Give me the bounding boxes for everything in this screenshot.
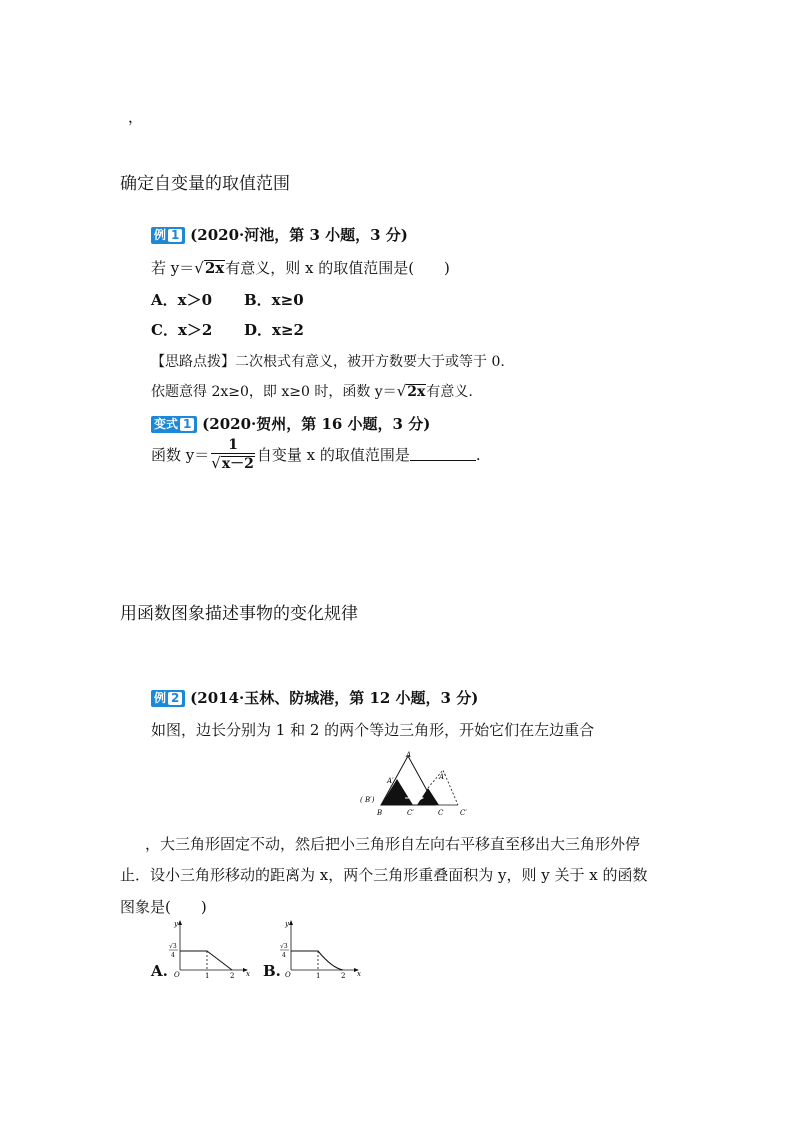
svg-text:2: 2 bbox=[230, 972, 235, 980]
label-C: C bbox=[438, 809, 444, 817]
fraction: $\frac{1}{√x-2}$ bbox=[211, 437, 254, 472]
svg-text:2: 2 bbox=[341, 972, 346, 980]
stray-comma: ， bbox=[128, 108, 144, 126]
example1-option-b: B．x≥0 bbox=[244, 291, 304, 309]
label-A2: A′ bbox=[439, 773, 446, 781]
example2-header bbox=[151, 687, 478, 708]
graph-a-label: A. bbox=[151, 962, 168, 980]
example-tag: 例 1 bbox=[151, 227, 185, 244]
radicand: 2x bbox=[204, 259, 225, 277]
graph-b-label: B. bbox=[263, 962, 281, 980]
svg-text:y: y bbox=[285, 920, 289, 928]
example1-question: 若 y＝√2x有意义，则 x 的取值范围是( ) bbox=[151, 259, 450, 277]
label-B: B bbox=[377, 809, 383, 817]
svg-text:√3: √3 bbox=[280, 943, 288, 950]
example2-line1: 如图，边长分别为 1 和 2 的两个等边三角形，开始它们在左边重合 bbox=[151, 721, 595, 739]
section-title-2: 用函数图象描述事物的变化规律 bbox=[120, 604, 358, 624]
label-C2: C′ bbox=[460, 809, 467, 817]
variant1-question: 函数 y＝ $\frac{1}{√x-2}$ 自变量 x 的取值范围是 . bbox=[151, 437, 481, 472]
graph-a bbox=[166, 918, 250, 980]
example1-source: (2020·河池，第 3 小题，3 分) bbox=[190, 226, 408, 244]
variant1-source: (2020·贺州，第 16 小题，3 分) bbox=[202, 415, 431, 433]
label-C1: C′ bbox=[407, 809, 414, 817]
example1-option-d: D．x≥2 bbox=[244, 321, 304, 339]
graph-b bbox=[277, 918, 361, 980]
svg-text:4: 4 bbox=[171, 952, 175, 959]
section-title-1: 确定自变量的取值范围 bbox=[120, 174, 290, 194]
graph-curve bbox=[291, 951, 343, 970]
small-triangle bbox=[381, 779, 413, 805]
label-B1: ( B′) bbox=[360, 796, 375, 804]
svg-text:4: 4 bbox=[282, 952, 286, 959]
graph-curve bbox=[180, 951, 232, 970]
svg-text:x: x bbox=[357, 970, 361, 978]
variant-tag: 变式 1 bbox=[151, 416, 197, 433]
svg-text:1: 1 bbox=[316, 972, 321, 980]
label-A1: A′ bbox=[387, 777, 394, 785]
svg-text:O: O bbox=[174, 971, 180, 979]
example1-solution: 依题意得 2x≥0，即 x≥0 时，函数 y＝√2x有意义. bbox=[151, 382, 473, 400]
answer-blank bbox=[410, 448, 476, 461]
variant1-header bbox=[151, 413, 430, 434]
example1-option-c: C．x＞2 bbox=[151, 321, 213, 339]
example2-line2: ，大三角形固定不动，然后把小三角形自左向右平移直至移出大三角形外停 bbox=[145, 835, 641, 853]
svg-text:1: 1 bbox=[205, 972, 210, 980]
triangle-figure bbox=[360, 748, 480, 822]
example1-header bbox=[151, 224, 408, 245]
svg-text:O: O bbox=[285, 971, 291, 979]
svg-text:√3: √3 bbox=[169, 943, 177, 950]
label-A: A bbox=[406, 751, 412, 759]
svg-text:y: y bbox=[174, 920, 178, 928]
svg-text:x: x bbox=[246, 970, 250, 978]
example1-hint: 【思路点拨】二次根式有意义，被开方数要大于或等于 0. bbox=[151, 354, 505, 370]
example1-option-a: A．x＞0 bbox=[151, 291, 213, 309]
example2-line3: 止．设小三角形移动的距离为 x，两个三角形重叠面积为 y，则 y 关于 x 的函数 bbox=[120, 866, 648, 884]
example-tag: 例 2 bbox=[151, 690, 185, 707]
example2-source: (2014·玉林、防城港，第 12 小题，3 分) bbox=[190, 689, 479, 707]
example2-line4: 图象是( ) bbox=[120, 898, 207, 916]
